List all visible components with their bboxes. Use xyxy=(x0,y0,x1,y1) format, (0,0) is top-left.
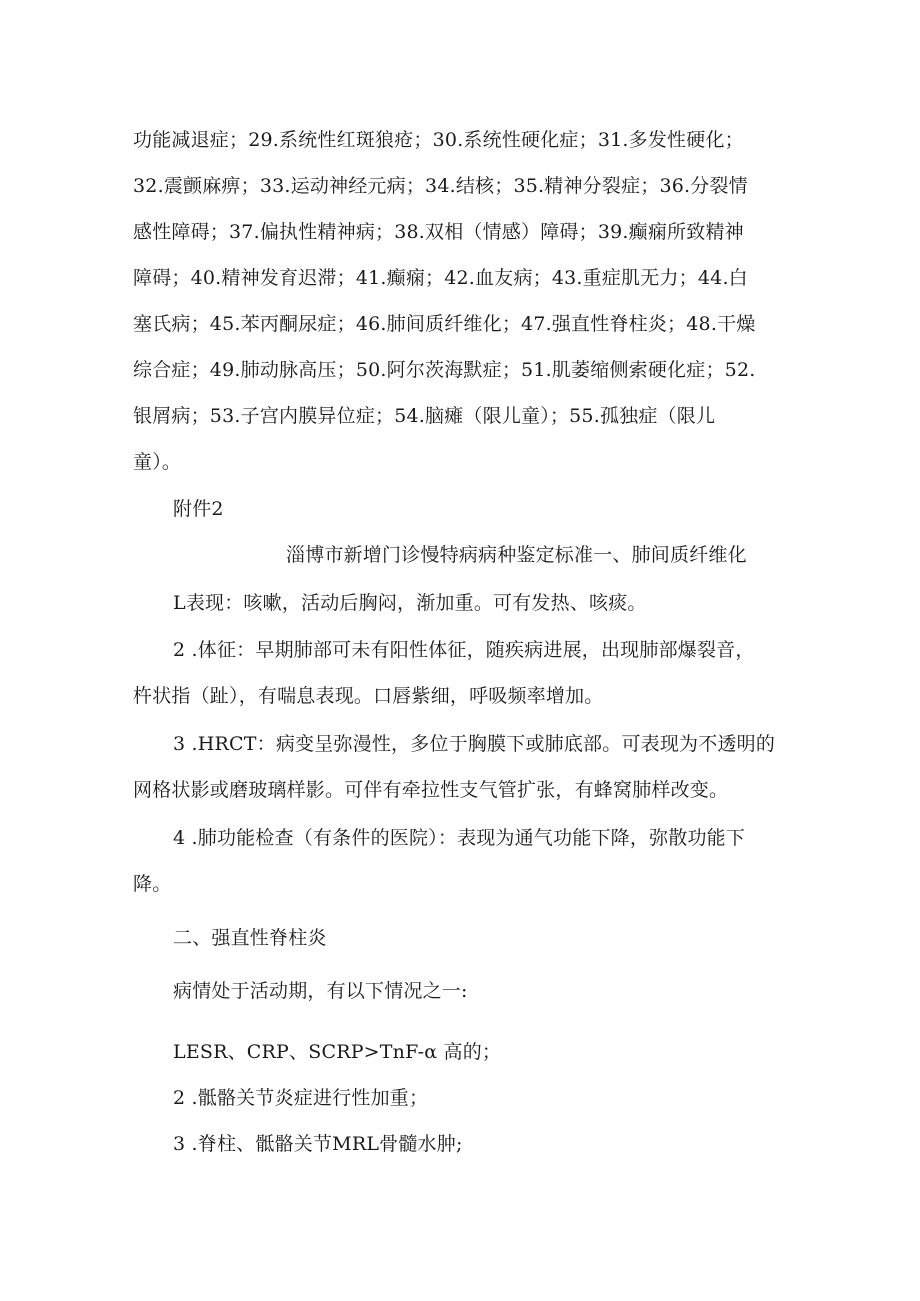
list-line-1: 功能减退症；29.系统性红斑狼疮；30.系统性硬化症；31.多发性硬化； xyxy=(133,129,744,151)
section2-heading: 二、强直性脊柱炎 xyxy=(173,927,327,949)
list-line-6: 综合症；49.肺动脉高压；50.阿尔茨海默症；51.肌萎缩侧索硬化症；52. xyxy=(133,359,756,381)
list-line-2: 32.震颤麻痹；33.运动神经元病；34.结核；35.精神分裂症；36.分裂情 xyxy=(133,175,748,197)
document-title: 淄博市新增门诊慢特病病种鉴定标准一、肺间质纤维化 xyxy=(286,544,747,566)
section2-item2: 2 .骶骼关节炎症进行性加重； xyxy=(173,1087,429,1109)
section2-item1: LESR、CRP、SCRP>TnF-α 高的； xyxy=(173,1041,502,1063)
section1-item4-line1: 4 .肺功能检查（有条件的医院）：表现为通气功能下降，弥散功能下 xyxy=(173,827,746,849)
section1-item2-line1: 2 .体征：早期肺部可未有阳性体征，随疾病进展，出现肺部爆裂音， xyxy=(173,639,755,661)
section2-intro: 病情处于活动期，有以下情况之一: xyxy=(173,980,468,1002)
list-line-8: 童）。 xyxy=(133,451,182,473)
list-line-7: 银屑病；53.子宫内膜异位症；54.脑瘫（限儿童）；55.孤独症（限儿 xyxy=(133,405,716,427)
section1-item4-line2: 降。 xyxy=(133,873,172,895)
attachment-label: 附件2 xyxy=(173,498,224,520)
section1-item3-line2: 网格状影或磨玻璃样影。可伴有牵拉性支气管扩张，有蜂窝肺样改变。 xyxy=(133,779,729,801)
list-line-4: 障碍；40.精神发育迟滞；41.癫痫；42.血友病；43.重症肌无力；44.白 xyxy=(133,267,748,289)
section1-item1: L表现：咳嗽，活动后胸闷，渐加重。可有发热、咳痰。 xyxy=(173,592,647,614)
section1-item3-line1: 3 .HRCT：病变呈弥漫性，多位于胸膜下或肺底部。可表现为不透明的 xyxy=(173,733,776,755)
section1-item2-line2: 杵状指（趾），有喘息表现。口唇紫细，呼吸频率增加。 xyxy=(133,685,604,707)
list-line-3: 感性障碍；37.偏执性精神病；38.双相（情感）障碍；39.癫痫所致精神 xyxy=(133,221,744,243)
list-line-5: 塞氏病；45.苯丙酮尿症；46.肺间质纤维化；47.强直性脊柱炎；48.干燥 xyxy=(133,313,756,335)
section2-item3: 3 .脊柱、骶骼关节MRL骨髓水肿; xyxy=(173,1133,463,1155)
